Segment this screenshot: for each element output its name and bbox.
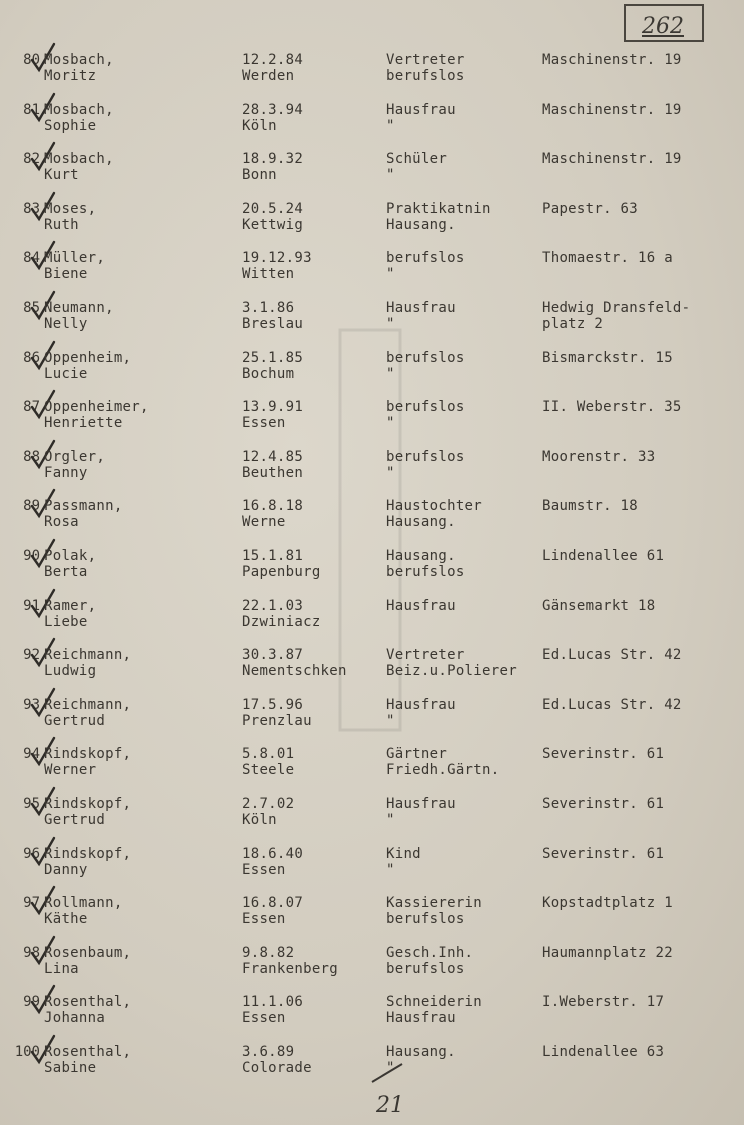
register-entry (0, 697, 744, 745)
occupation-secondary: berufslos (386, 68, 465, 84)
address-line-1: Gänsemarkt 18 (542, 597, 656, 614)
person-name (44, 449, 105, 481)
address (542, 52, 682, 68)
address (542, 796, 664, 812)
birth-place: Colorade (242, 1060, 312, 1076)
occupation-secondary: " (386, 464, 395, 481)
address-line-1: Severinstr. 61 (542, 746, 665, 763)
address-line-1: Baumstr. 18 (542, 498, 639, 515)
entry-number: 94 (23, 746, 40, 763)
occupation-primary: berufslos (386, 448, 465, 465)
entry-number: 91 (23, 597, 40, 614)
occupation-secondary: " (386, 712, 395, 729)
address-line-1: Kopstadtplatz 1 (542, 895, 673, 912)
birth-date: 18.6.40 (242, 845, 304, 862)
entry-number: 96 (23, 845, 40, 862)
address (542, 994, 664, 1010)
birth-date: 12.4.85 (242, 448, 304, 465)
occupation-secondary: Hausang. (386, 514, 456, 531)
occupation-secondary: " (386, 316, 395, 332)
register-entry (0, 300, 744, 348)
register-entry (0, 846, 744, 894)
birth-place: Dzwiniacz (242, 613, 321, 630)
birth-date: 16.8.07 (242, 895, 304, 912)
surname: Orgler, (44, 448, 106, 465)
address (542, 697, 682, 713)
birth-date: 28.3.94 (242, 101, 304, 118)
address (542, 250, 673, 266)
surname: Moses, (44, 200, 97, 217)
address (542, 449, 655, 465)
birth-date: 13.9.91 (242, 399, 304, 416)
occupation (386, 399, 465, 431)
given-name: Werner (44, 762, 97, 779)
birth-date: 30.3.87 (242, 647, 304, 664)
birth-date: 16.8.18 (242, 498, 304, 515)
birth-place: Köln (242, 812, 277, 828)
birth-date: 12.2.84 (242, 52, 304, 68)
address-line-1: II. Weberstr. 35 (542, 399, 682, 416)
entry-number: 84 (23, 250, 40, 267)
given-name: Liebe (44, 613, 88, 630)
address-line-1: Lindenallee 63 (542, 1044, 665, 1060)
occupation (386, 746, 499, 778)
birth-info (242, 796, 294, 828)
occupation-primary: Hausfrau (386, 796, 456, 812)
birth-date: 3.1.86 (242, 300, 295, 316)
given-name: Moritz (44, 68, 97, 84)
address (542, 300, 690, 332)
address-line-1: Severinstr. 61 (542, 845, 665, 862)
surname: Reichmann, (44, 647, 132, 664)
address (542, 350, 673, 366)
birth-date: 25.1.85 (242, 349, 304, 366)
person-name (44, 1044, 131, 1076)
birth-date: 15.1.81 (242, 548, 304, 564)
register-entry (0, 52, 744, 100)
person-name (44, 598, 96, 630)
birth-date: 17.5.96 (242, 696, 304, 713)
person-name (44, 201, 96, 233)
occupation-primary: berufslos (386, 250, 465, 267)
given-name: Nelly (44, 316, 88, 332)
birth-place: Essen (242, 861, 286, 878)
birth-place: Bochum (242, 365, 295, 382)
occupation-primary: Kind (386, 845, 421, 862)
entry-number: 88 (23, 448, 40, 465)
address (542, 945, 673, 961)
occupation-secondary: " (386, 167, 395, 184)
surname: Rindskopf, (44, 845, 132, 862)
entry-number: 86 (23, 349, 40, 366)
entry-number: 82 (23, 151, 40, 168)
given-name: Biene (44, 266, 88, 283)
birth-date: 20.5.24 (242, 200, 304, 217)
person-name (44, 846, 131, 878)
occupation-secondary: berufslos (386, 564, 465, 580)
birth-place: Nementschken (242, 663, 347, 680)
address-line-1: Ed.Lucas Str. 42 (542, 647, 682, 664)
address-line-1: Maschinenstr. 19 (542, 151, 682, 168)
register-entry (0, 399, 744, 447)
register-entry (0, 449, 744, 497)
register-entry (0, 350, 744, 398)
occupation (386, 846, 421, 878)
register-entry (0, 201, 744, 249)
birth-info (242, 350, 303, 382)
register-entry (0, 994, 744, 1042)
surname: Oppenheim, (44, 349, 132, 366)
address (542, 746, 664, 762)
register-entry (0, 647, 744, 695)
register-entry (0, 250, 744, 298)
birth-date: 5.8.01 (242, 746, 295, 763)
surname: Mosbach, (44, 52, 114, 68)
occupation-primary: Vertreter (386, 52, 465, 68)
entry-number: 90 (23, 548, 40, 564)
birth-info (242, 449, 303, 481)
occupation-primary: Hausfrau (386, 696, 456, 713)
person-name (44, 647, 131, 679)
birth-place: Beuthen (242, 464, 304, 481)
surname: Rosenthal, (44, 1044, 132, 1060)
given-name: Berta (44, 564, 88, 580)
given-name: Ludwig (44, 663, 97, 680)
birth-info (242, 102, 303, 134)
occupation-primary: berufslos (386, 399, 465, 416)
surname: Mosbach, (44, 151, 114, 168)
entry-number: 87 (23, 399, 40, 416)
given-name: Gertrud (44, 712, 106, 729)
birth-place: Prenzlau (242, 712, 312, 729)
address-line-1: Ed.Lucas Str. 42 (542, 696, 682, 713)
register-entry (0, 498, 744, 546)
surname: Rindskopf, (44, 796, 132, 812)
person-name (44, 498, 123, 530)
birth-place: Werne (242, 514, 286, 531)
birth-place: Steele (242, 762, 295, 779)
person-name (44, 895, 123, 927)
register-entry (0, 796, 744, 844)
occupation (386, 52, 465, 84)
occupation (386, 994, 482, 1026)
register-entry (0, 598, 744, 646)
entry-number: 92 (23, 647, 40, 664)
birth-info (242, 697, 312, 729)
given-name: Sophie (44, 117, 97, 134)
occupation (386, 449, 465, 481)
occupation-secondary: " (386, 861, 395, 878)
address (542, 846, 664, 862)
address-line-1: I.Weberstr. 17 (542, 994, 665, 1011)
given-name: Danny (44, 861, 88, 878)
occupation (386, 250, 465, 282)
birth-date: 11.1.06 (242, 994, 304, 1011)
birth-info (242, 647, 347, 679)
birth-info (242, 1044, 312, 1076)
occupation-primary: Hausfrau (386, 101, 456, 118)
occupation (386, 350, 465, 382)
birth-info (242, 746, 294, 778)
birth-date: 22.1.03 (242, 597, 304, 614)
occupation (386, 598, 456, 614)
occupation-primary: Gesch.Inh. (386, 944, 474, 961)
given-name: Fanny (44, 464, 88, 481)
person-name (44, 350, 131, 382)
person-name (44, 399, 149, 431)
register-entry (0, 895, 744, 943)
birth-info (242, 250, 312, 282)
birth-date: 19.12.93 (242, 250, 312, 267)
birth-info (242, 52, 303, 84)
person-name (44, 102, 114, 134)
occupation (386, 945, 473, 977)
person-name (44, 994, 131, 1026)
person-name (44, 52, 114, 84)
given-name: Kurt (44, 167, 79, 184)
occupation (386, 151, 447, 183)
occupation (386, 796, 456, 828)
surname: Oppenheimer, (44, 399, 149, 416)
occupation-primary: Gärtner (386, 746, 448, 763)
occupation-secondary: " (386, 415, 395, 432)
address-line-1: Maschinenstr. 19 (542, 52, 682, 68)
surname: Ramer, (44, 597, 97, 614)
given-name: Ruth (44, 216, 79, 233)
surname: Passmann, (44, 498, 123, 515)
person-name (44, 300, 114, 332)
entry-number: 99 (23, 994, 40, 1011)
occupation-primary: Hausang. (386, 1044, 456, 1060)
given-name: Johanna (44, 1010, 106, 1027)
address-line-1: Severinstr. 61 (542, 796, 665, 812)
person-name (44, 945, 131, 977)
occupation (386, 548, 465, 580)
given-name: Käthe (44, 911, 88, 928)
bottom-annotation: 21 (376, 1093, 404, 1118)
address-line-2: platz 2 (542, 316, 604, 332)
occupation-secondary: " (386, 812, 395, 828)
occupation-secondary: " (386, 117, 395, 134)
given-name: Gertrud (44, 812, 106, 828)
address (542, 102, 682, 118)
entry-number: 85 (23, 300, 40, 316)
occupation-primary: Praktikatnin (386, 200, 491, 217)
surname: Rosenbaum, (44, 944, 132, 961)
surname: Rollmann, (44, 895, 123, 912)
entry-number: 89 (23, 498, 40, 515)
birth-date: 9.8.82 (242, 944, 295, 961)
occupation-secondary: Hausfrau (386, 1010, 456, 1027)
address (542, 598, 655, 614)
entry-number: 98 (23, 944, 40, 961)
occupation-secondary: berufslos (386, 911, 465, 928)
surname: Mosbach, (44, 101, 114, 118)
person-name (44, 250, 105, 282)
occupation (386, 498, 482, 530)
occupation (386, 300, 456, 332)
birth-info (242, 201, 303, 233)
birth-place: Essen (242, 911, 286, 928)
address-line-1: Lindenallee 61 (542, 548, 665, 564)
person-name (44, 151, 114, 183)
birth-place: Köln (242, 117, 277, 134)
occupation-primary: Schüler (386, 151, 448, 168)
address (542, 498, 638, 514)
occupation (386, 647, 517, 679)
address (542, 1044, 664, 1060)
occupation-secondary: " (386, 266, 395, 283)
occupation (386, 895, 482, 927)
address (542, 647, 682, 663)
birth-info (242, 399, 303, 431)
occupation-primary: Schneiderin (386, 994, 483, 1011)
given-name: Rosa (44, 514, 79, 531)
occupation-primary: Hausfrau (386, 597, 456, 614)
address-line-1: Bismarckstr. 15 (542, 349, 673, 366)
given-name: Lina (44, 960, 79, 977)
surname: Rindskopf, (44, 746, 132, 763)
entry-number: 80 (23, 52, 40, 68)
address-line-1: Thomaestr. 16 a (542, 250, 673, 267)
address-line-1: Papestr. 63 (542, 200, 639, 217)
birth-place: Essen (242, 1010, 286, 1027)
register-entry (0, 746, 744, 794)
occupation-secondary: Friedh.Gärtn. (386, 762, 500, 779)
birth-info (242, 548, 321, 580)
register-entry (0, 151, 744, 199)
entry-number: 95 (23, 796, 40, 812)
occupation-secondary: Beiz.u.Polierer (386, 663, 517, 680)
birth-info (242, 994, 303, 1026)
occupation-primary: berufslos (386, 349, 465, 366)
entry-number: 97 (23, 895, 40, 912)
person-name (44, 746, 131, 778)
address-line-1: Moorenstr. 33 (542, 448, 656, 465)
birth-info (242, 151, 303, 183)
birth-place: Kettwig (242, 216, 304, 233)
occupation-primary: Vertreter (386, 647, 465, 664)
address-line-1: Hedwig Dransfeld- (542, 300, 691, 316)
person-name (44, 548, 96, 580)
person-name (44, 796, 131, 828)
occupation-primary: Hausfrau (386, 300, 456, 316)
surname: Neumann, (44, 300, 114, 316)
surname: Rosenthal, (44, 994, 132, 1011)
register-entry (0, 945, 744, 993)
occupation-secondary: Hausang. (386, 216, 456, 233)
occupation-secondary: berufslos (386, 960, 465, 977)
birth-info (242, 846, 303, 878)
birth-info (242, 300, 303, 332)
birth-info (242, 895, 303, 927)
occupation (386, 201, 491, 233)
register-entry (0, 102, 744, 150)
birth-info (242, 598, 321, 630)
entry-number: 81 (23, 101, 40, 118)
address (542, 201, 638, 217)
occupation-secondary: " (386, 1060, 395, 1076)
birth-place: Frankenberg (242, 960, 339, 977)
occupation-primary: Hausang. (386, 548, 456, 564)
address (542, 399, 682, 415)
birth-info (242, 498, 303, 530)
given-name: Lucie (44, 365, 88, 382)
birth-info (242, 945, 338, 977)
occupation (386, 102, 456, 134)
surname: Reichmann, (44, 696, 132, 713)
occupation-primary: Kassiererin (386, 895, 483, 912)
occupation-secondary: " (386, 365, 395, 382)
address (542, 548, 664, 564)
pen-annotation (366, 1060, 436, 1120)
birth-date: 18.9.32 (242, 151, 304, 168)
register-entry (0, 548, 744, 596)
address (542, 895, 673, 911)
birth-date: 2.7.02 (242, 796, 295, 812)
address-line-1: Maschinenstr. 19 (542, 101, 682, 118)
birth-place: Witten (242, 266, 295, 283)
address-line-1: Haumannplatz 22 (542, 944, 673, 961)
birth-place: Bonn (242, 167, 277, 184)
page-number: 262 (642, 14, 684, 39)
entry-number: 93 (23, 696, 40, 713)
birth-place: Essen (242, 415, 286, 432)
occupation (386, 697, 456, 729)
address (542, 151, 682, 167)
entry-number: 100 (14, 1044, 40, 1060)
birth-place: Werden (242, 68, 295, 84)
birth-date: 3.6.89 (242, 1044, 295, 1060)
person-name (44, 697, 131, 729)
birth-place: Breslau (242, 316, 304, 332)
given-name: Henriette (44, 415, 123, 432)
surname: Polak, (44, 548, 97, 564)
birth-place: Papenburg (242, 564, 321, 580)
given-name: Sabine (44, 1060, 97, 1076)
occupation-primary: Haustochter (386, 498, 483, 515)
surname: Müller, (44, 250, 106, 267)
entry-number: 83 (23, 200, 40, 217)
